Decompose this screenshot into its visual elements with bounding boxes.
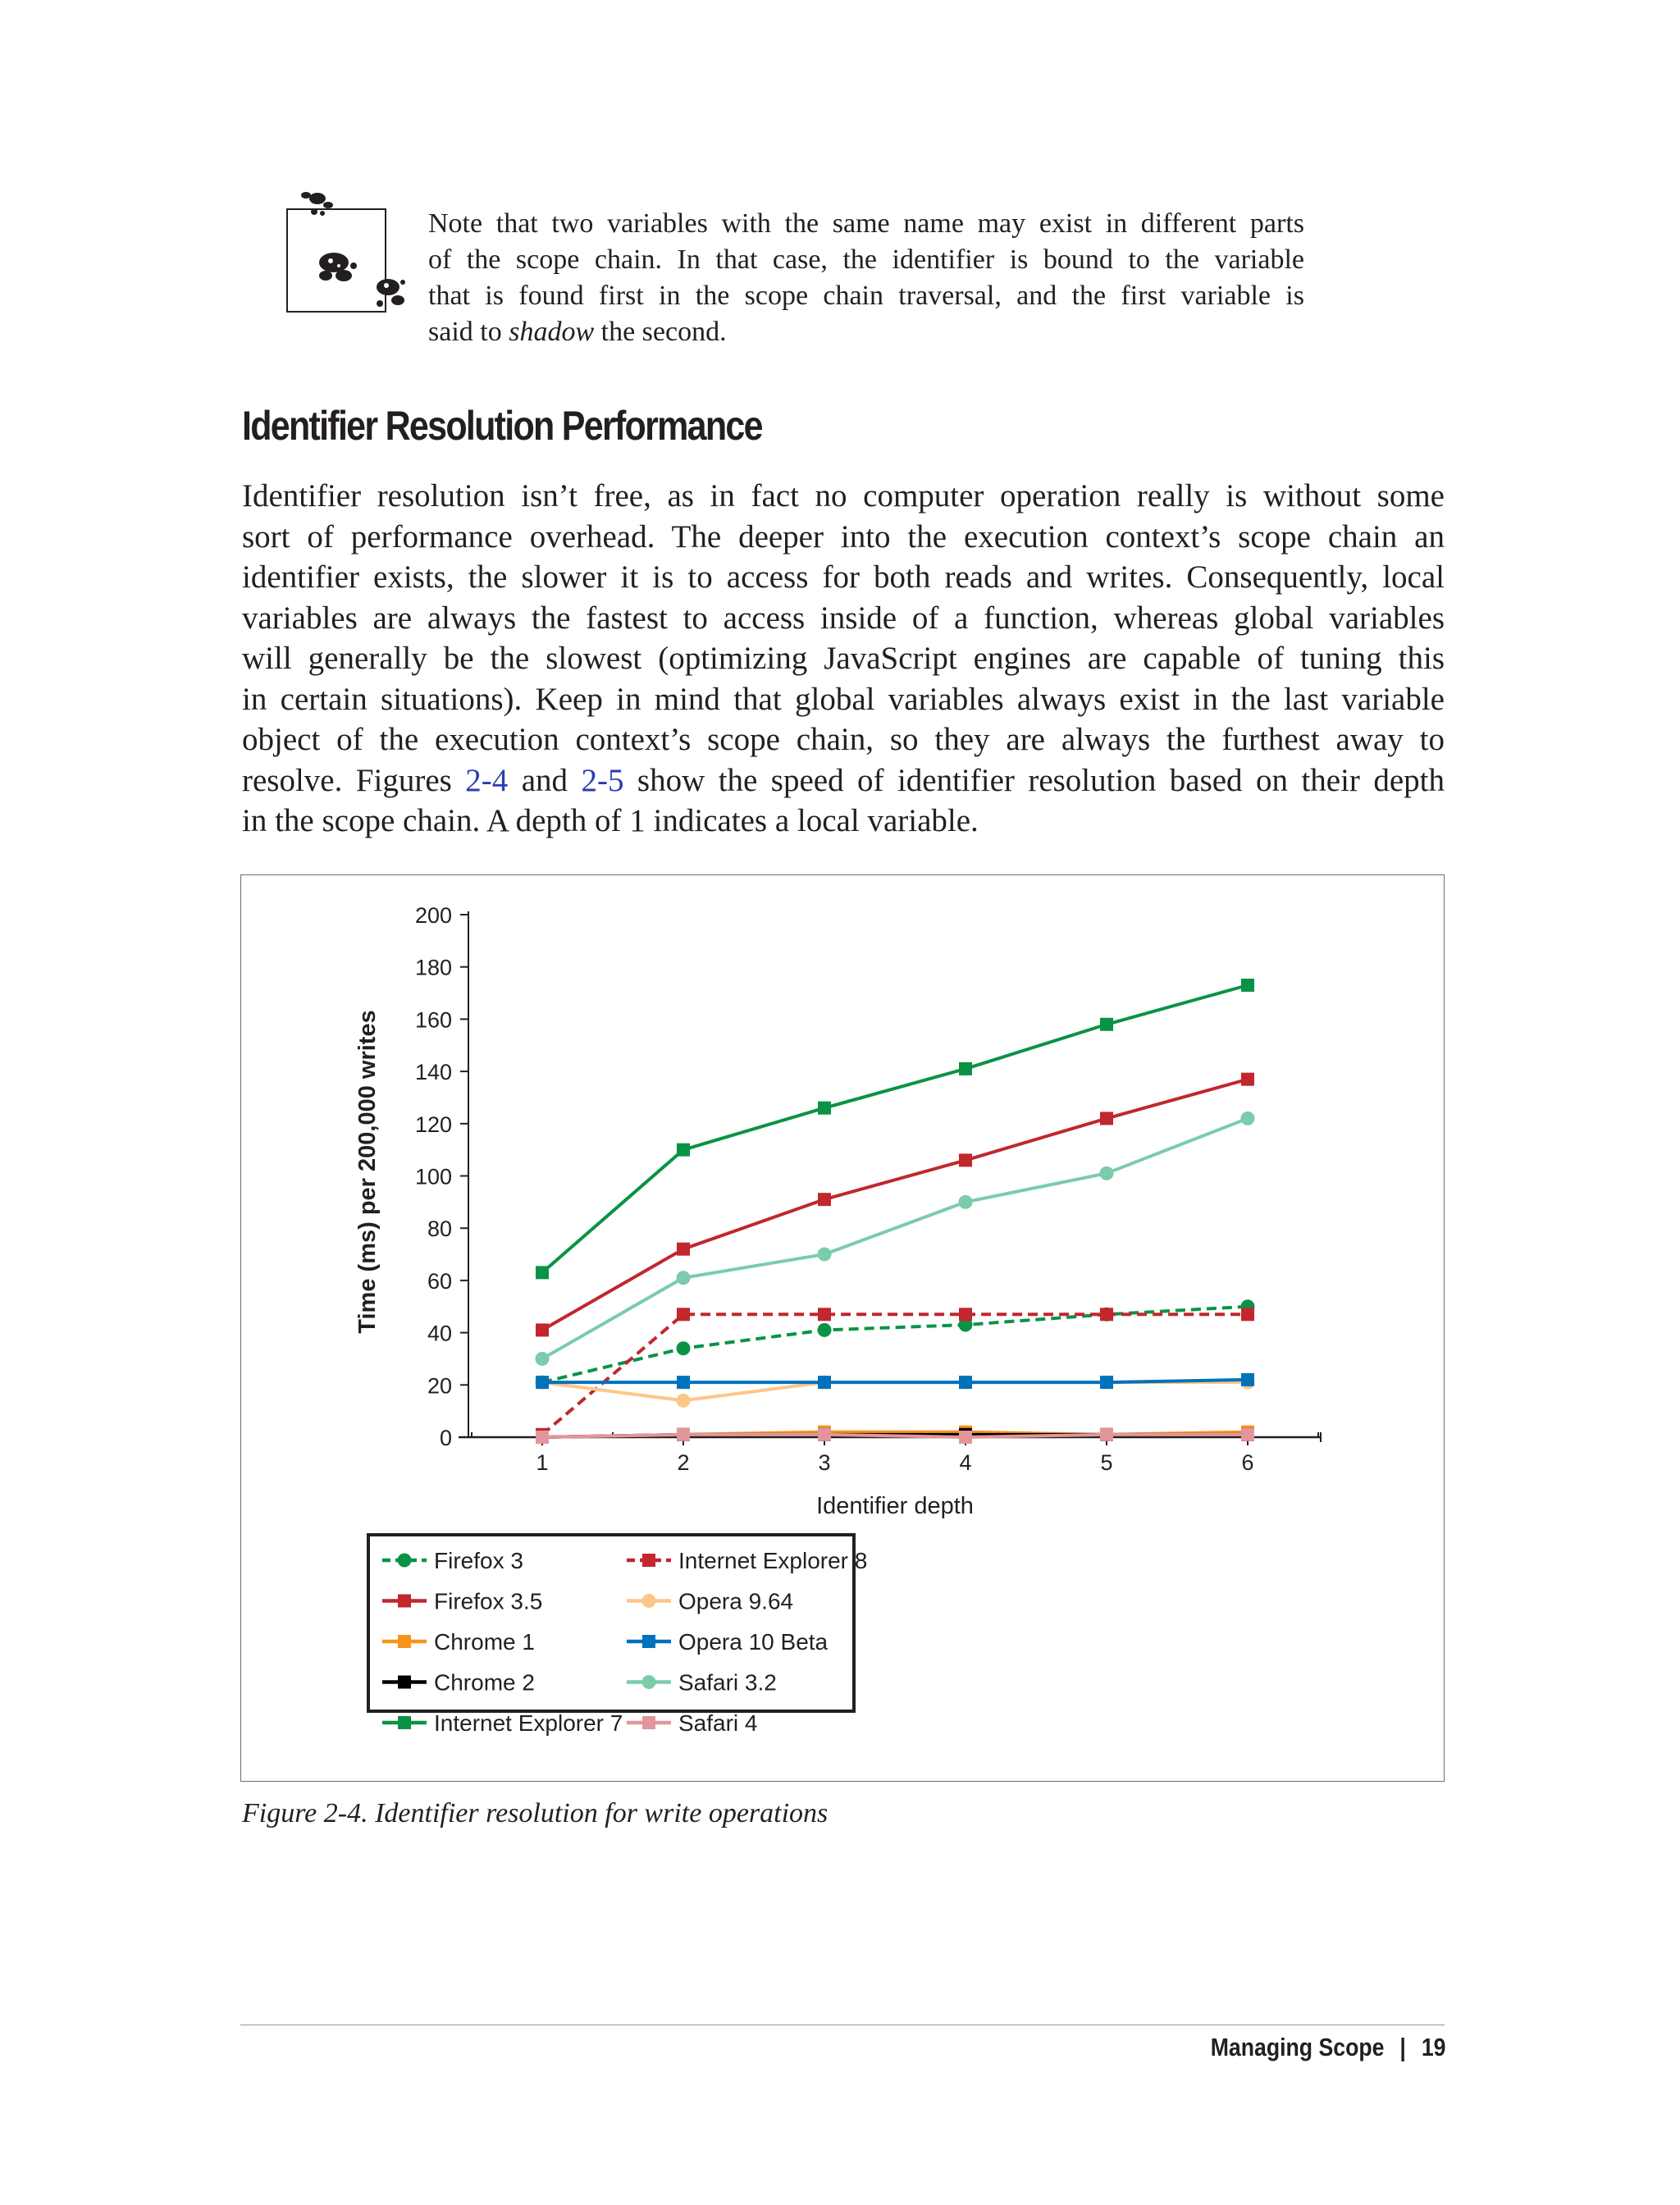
legend-swatch-marker [398, 1635, 411, 1648]
data-point [1100, 1112, 1113, 1125]
paragraph-text-part: show the speed of identifier resolution based on their depth [623, 762, 1445, 798]
footer-separator: | [1399, 2033, 1406, 2061]
paragraph-line: identifier exists, the slower it is to access for both reads and writes. Consequently, local [242, 559, 1445, 595]
data-point [818, 1248, 832, 1262]
note-text [428, 206, 1304, 350]
note-line: of the scope chain. In that case, the identifier is bound to the variable [428, 244, 1304, 275]
data-point [1241, 1073, 1254, 1086]
data-point [818, 1323, 832, 1337]
y-tick-label: 140 [414, 1060, 452, 1085]
paragraph-line: object of the execution context’s scope chain, so they are always the furthest away to [242, 722, 1445, 757]
x-tick-label: 3 [818, 1450, 831, 1475]
paragraph-line: sort of performance overhead. The deeper into the execution context’s scope chain an [242, 518, 1445, 555]
y-tick-label: 40 [427, 1321, 452, 1346]
data-point [959, 1195, 973, 1209]
x-tick-label: 6 [1241, 1450, 1254, 1475]
series-line [542, 1380, 1248, 1382]
data-point [959, 1153, 972, 1166]
data-point [1100, 1308, 1113, 1321]
y-axis-title: Time (ms) per 200,000 writes [354, 1010, 381, 1334]
y-tick-label: 60 [427, 1268, 452, 1294]
x-tick-label: 1 [536, 1450, 549, 1475]
data-point [1100, 1428, 1113, 1441]
data-point [818, 1376, 831, 1389]
data-point [1241, 1373, 1254, 1386]
data-point [1241, 1428, 1254, 1441]
y-tick-label: 80 [427, 1217, 452, 1242]
y-tick-label: 120 [414, 1112, 452, 1137]
note-line: that is found first in the scope chain traversal, and the first variable is [428, 281, 1304, 311]
paragraph-line: in certain situations). Keep in mind that global variables always exist in the last variable [242, 681, 1445, 717]
data-point [677, 1271, 691, 1285]
data-point [536, 1431, 549, 1444]
data-point [818, 1428, 831, 1441]
data-point [677, 1308, 690, 1321]
legend-swatch-marker [642, 1635, 655, 1648]
note-line: Note that two variables with the same name may exist in different parts [428, 208, 1304, 239]
x-tick-label: 2 [677, 1450, 690, 1475]
data-point [818, 1193, 831, 1206]
line-chart [241, 875, 1444, 1781]
legend-swatch-marker [642, 1594, 656, 1608]
legend-label: Internet Explorer 8 [678, 1548, 868, 1573]
series-line [542, 1382, 1248, 1400]
figure-2-4-link[interactable]: 2-4 [465, 762, 509, 798]
data-point [818, 1308, 831, 1321]
note-line [428, 314, 1304, 350]
legend-swatch-marker [642, 1554, 655, 1567]
section-heading: Identifier Resolution Performance [242, 403, 762, 449]
data-point [1241, 1308, 1254, 1321]
page-footer [1210, 2033, 1445, 2062]
legend-label: Opera 9.64 [678, 1588, 794, 1614]
x-tick-label: 4 [959, 1450, 972, 1475]
data-point [536, 1266, 549, 1279]
legend-label: Safari 4 [678, 1710, 758, 1736]
data-point [677, 1144, 690, 1157]
legend-swatch-marker [642, 1716, 655, 1729]
paragraph-line: will generally be the slowest (optimizing JavaScript engines are capable of tuning this [242, 641, 1445, 676]
footer-section-title: Managing Scope [1210, 2033, 1385, 2061]
series-line [542, 1307, 1248, 1382]
series-line [542, 1080, 1248, 1331]
legend-label: Internet Explorer 7 [434, 1710, 623, 1736]
figure-2-5-link[interactable]: 2-5 [581, 762, 624, 798]
x-axis-title: Identifier depth [816, 1493, 974, 1519]
data-point [1241, 1112, 1255, 1125]
data-point [959, 1062, 972, 1075]
data-point [818, 1102, 831, 1115]
legend-label: Firefox 3.5 [434, 1588, 543, 1614]
data-point [677, 1376, 690, 1389]
series-line [542, 1314, 1248, 1435]
data-point [1100, 1018, 1113, 1031]
legend-label: Firefox 3 [434, 1548, 523, 1573]
legend-label: Chrome 2 [434, 1669, 535, 1696]
legend-label: Chrome 1 [434, 1629, 535, 1655]
paragraph-text-part: and [508, 762, 582, 798]
y-tick-label: 100 [414, 1164, 452, 1189]
legend-swatch-marker [398, 1716, 411, 1729]
note-text-part: the second. [594, 317, 727, 347]
data-point [677, 1341, 691, 1355]
paragraph-line: variables are always the fastest to access inside of a function, whereas global variables [242, 600, 1445, 636]
legend-swatch-marker [398, 1595, 411, 1608]
note-text-part: said to [428, 317, 509, 347]
data-point [536, 1323, 549, 1336]
data-point [677, 1394, 691, 1408]
data-point [959, 1431, 972, 1444]
y-tick-label: 160 [414, 1007, 452, 1033]
note-emphasis: shadow [509, 317, 595, 347]
series-line [542, 1118, 1248, 1358]
data-point [1241, 979, 1254, 992]
data-point [959, 1376, 972, 1389]
paragraph-line [242, 760, 1445, 801]
note-icon [283, 180, 414, 320]
paragraph-text-part: resolve. Figures [242, 762, 466, 798]
legend-swatch-marker [642, 1675, 656, 1689]
y-tick-label: 200 [414, 903, 452, 928]
y-tick-label: 0 [439, 1426, 452, 1450]
paragraph-line: in the scope chain. A depth of 1 indicates a local variable. [242, 803, 979, 838]
figure-frame [240, 874, 1445, 1782]
y-tick-label: 180 [414, 955, 452, 980]
data-point [677, 1243, 690, 1256]
data-point [1100, 1376, 1113, 1389]
data-point [677, 1428, 690, 1441]
legend-label: Opera 10 Beta [678, 1629, 829, 1655]
x-tick-label: 5 [1100, 1450, 1113, 1475]
data-point [959, 1308, 972, 1321]
y-tick-label: 20 [427, 1373, 452, 1399]
figure-caption: Figure 2-4. Identifier resolution for write operations [242, 1798, 829, 1828]
data-point [536, 1352, 550, 1366]
page-number: 19 [1421, 2033, 1445, 2061]
legend-swatch-marker [398, 1676, 411, 1689]
data-point [1100, 1166, 1114, 1180]
data-point [536, 1376, 549, 1389]
legend-label: Safari 3.2 [678, 1669, 777, 1696]
paragraph-line: Identifier resolution isn’t free, as in fact no computer operation really is without some [242, 478, 1445, 514]
body-paragraph [242, 476, 1445, 842]
legend-swatch-marker [398, 1554, 412, 1568]
